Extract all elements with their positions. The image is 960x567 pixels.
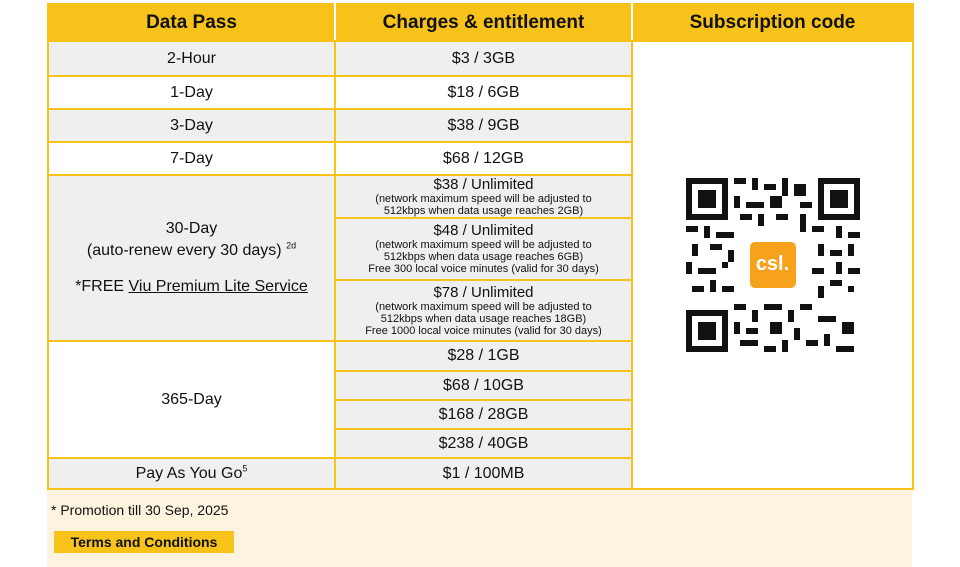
pass-7-day: 7-Day (48, 142, 335, 175)
pass-365-day: 365-Day (48, 341, 335, 458)
charge-1-day: $18 / 6GB (335, 76, 632, 109)
promotion-note: * Promotion till 30 Sep, 2025 (51, 502, 229, 518)
subscription-code-cell (632, 41, 913, 489)
csl-logo-icon: csl. (747, 239, 799, 291)
pass-30-day-auto-renew: (auto-renew every 30 days) $^{2d}$ (86, 240, 297, 259)
pass-1-day: 1-Day (48, 76, 335, 109)
data-pass-table (47, 3, 914, 490)
pass-30-day (48, 175, 335, 341)
free-viu-service: *FREE Viu Premium Lite Service (75, 278, 308, 295)
charge-365-day-2: $68 / 10GB (335, 371, 632, 400)
charge-365-day-1: $28 / 1GB (335, 341, 632, 371)
charge-30-day-option-3: $78 / Unlimited (network maximum speed will be adjusted to 512kbps when data usage reaches 18GB) Free 1000 local voice minutes (valid for 30 days) (335, 280, 632, 341)
charge-30-day-option-2: $48 / Unlimited (network maximum speed will be adjusted to 512kbps when data usage reaches 6GB) Free 300 local voice minutes (valid for 30 days) (335, 218, 632, 280)
charge-30-day-option-1: $38 / Unlimited (network maximum speed will be adjusted to 512kbps when data usage reaches 2GB) (335, 175, 632, 218)
charge-3-day: $38 / 9GB (335, 109, 632, 142)
pass-pay-as-you-go: Pay As You Go$^5$ (48, 458, 335, 489)
header-charges: Charges & entitlement (335, 4, 632, 41)
header-subscription-code: Subscription code (632, 4, 913, 41)
footnote-5: 5 (242, 463, 248, 474)
header-data-pass: Data Pass (48, 4, 335, 41)
charge-7-day: $68 / 12GB (335, 142, 632, 175)
viu-service-link[interactable]: Viu Premium Lite Service (128, 278, 308, 295)
charge-2-hour: $3 / 3GB (335, 41, 632, 76)
terms-and-conditions-button[interactable]: Terms and Conditions (54, 531, 234, 553)
pass-2-hour: 2-Hour (48, 41, 335, 76)
pass-30-day-name: 30-Day (165, 220, 218, 237)
charge-365-day-4: $238 / 40GB (335, 429, 632, 458)
footnote-2d: 2d (286, 240, 297, 251)
charge-365-day-3: $168 / 28GB (335, 400, 632, 429)
charge-pay-as-you-go: $1 / 100MB (335, 458, 632, 489)
data-pass-section (47, 3, 912, 567)
pass-3-day: 3-Day (48, 109, 335, 142)
qr-code[interactable] (686, 178, 860, 352)
